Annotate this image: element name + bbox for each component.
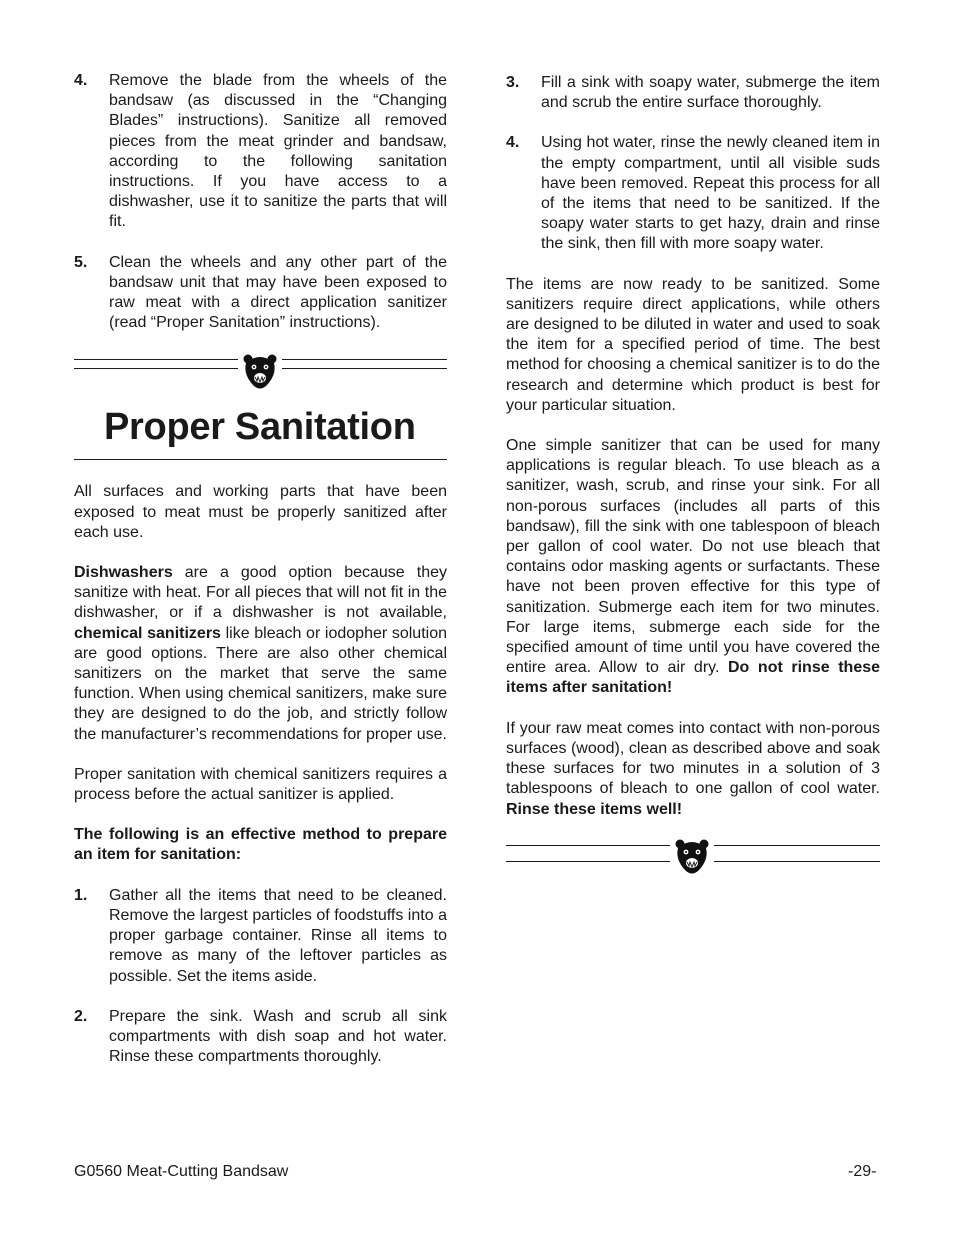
end-divider (506, 838, 880, 878)
intro-paragraph: All surfaces and working parts that have been exposed to meat must be properly sanitized after each use. (74, 483, 447, 541)
right-column (506, 73, 880, 878)
step-number: 3. (506, 74, 520, 91)
list-item (506, 73, 880, 113)
step-text: Gather all the items that need to be cleaned. Remove the largest particles of foodstuffs into a proper garbage container. Rinse all items to remove as many of the leftover particles as possible. Set the items aside. (109, 886, 447, 985)
ready-paragraph: The items are now ready to be sanitized. Some sanitizers require direct applications, while others are designed to be diluted in water and used to soak the item for a specified period of time. The best method for choosing a chemical sanitizer is to do the research and determine which product is best for your particular situation. (506, 275, 880, 414)
footer-title: G0560 Meat-Cutting Bandsaw (74, 1163, 289, 1180)
step-number: 1. (74, 886, 88, 904)
bear-logo-icon (674, 838, 710, 876)
list-item (74, 1007, 447, 1068)
list-item (506, 133, 880, 254)
step-number: 4. (506, 134, 520, 152)
step-number: 5. (74, 253, 88, 271)
step-number: 4. (74, 72, 88, 89)
left-column (74, 71, 447, 1087)
title-rule (74, 459, 447, 460)
step-text: Fill a sink with soapy water, submerge the item and scrub the entire surface thoroughly. (541, 74, 880, 112)
page-number: -29- (848, 1163, 877, 1180)
proper-sanitation-paragraph: Proper sanitation with chemical sanitizers requires a process before the actual sanitizer is applied. (74, 765, 447, 804)
porous-paragraph: If your raw meat comes into contact with non-porous surfaces (wood), clean as described above and soak these surfaces for two minutes in a solution of 3 tablespoons of bleach to one gallon of cool water. Rinse these items well! (506, 719, 880, 818)
dishwashers-term: Dishwashers (74, 564, 173, 582)
step-text: Clean the wheels and any other part of the bandsaw unit that may have been exposed to raw meat with a direct application sanitizer (read “Proper Sanitation” instructions). (109, 253, 447, 332)
section-title: Proper Sanitation (104, 406, 416, 449)
step-text: Remove the blade from the wheels of the bandsaw (as discussed in the “Changing Blades” instructions). Sanitize all removed pieces from the meat grinder and bandsaw, according to the following sanitation instructions. If you have access to a dishwasher, use it to sanitize the parts that will fit. (109, 72, 447, 231)
section-divider (74, 353, 447, 393)
dishwashers-paragraph: Dishwashers are a good option because they sanitize with heat. For all pieces that will not fit in the dishwasher, or if a dishwasher is not available, chemical sanitizers like bleach or iodopher solution are good options. There are also other chemical sanitizers on the market that serve the same function. When using chemical sanitizers, make sure they are designed to do the job, and strictly follow the manufacturer’s recommendations for proper use. (74, 564, 447, 743)
bleach-warning: Do not rinse these items after sanitation! (506, 659, 881, 697)
list-item (74, 71, 447, 233)
porous-warning: Rinse these items well! (506, 800, 683, 818)
list-item (74, 886, 447, 987)
step-number: 2. (74, 1007, 88, 1025)
bear-logo-icon (242, 353, 278, 391)
step-text: Prepare the sink. Wash and scrub all sink compartments with dish soap and hot water. Rinse these compartments thoroughly. (109, 1007, 447, 1066)
chemical-sanitizers-term: chemical sanitizers (74, 624, 221, 642)
list-item (74, 253, 447, 334)
step-text: Using hot water, rinse the newly cleaned item in the empty compartment, until all visible suds have been removed. Repeat this process for all of the items that need to be sanitized. If the soapy water starts to get hazy, drain and rinse the sink, then fill with more soapy water. (541, 134, 880, 253)
method-heading: The following is an effective method to prepare an item for sanitation: (74, 826, 447, 864)
bleach-paragraph: One simple sanitizer that can be used for many applications is regular bleach. To use bleach as a sanitizer, wash, scrub, and rinse your sink. For all non-porous surfaces (includes all parts of this bandsaw), fill the sink with one tablespoon of bleach per gallon of cool water. Do not use bleach that contains odor masking agents or surfactants. These have not been proven effective for this type of sanitization. Submerge each item for two minutes. For large items, submerge each side for the specified amount of time until you have covered the entire area. Allow to air dry. Do not rinse these items after sanitation! (506, 437, 881, 697)
